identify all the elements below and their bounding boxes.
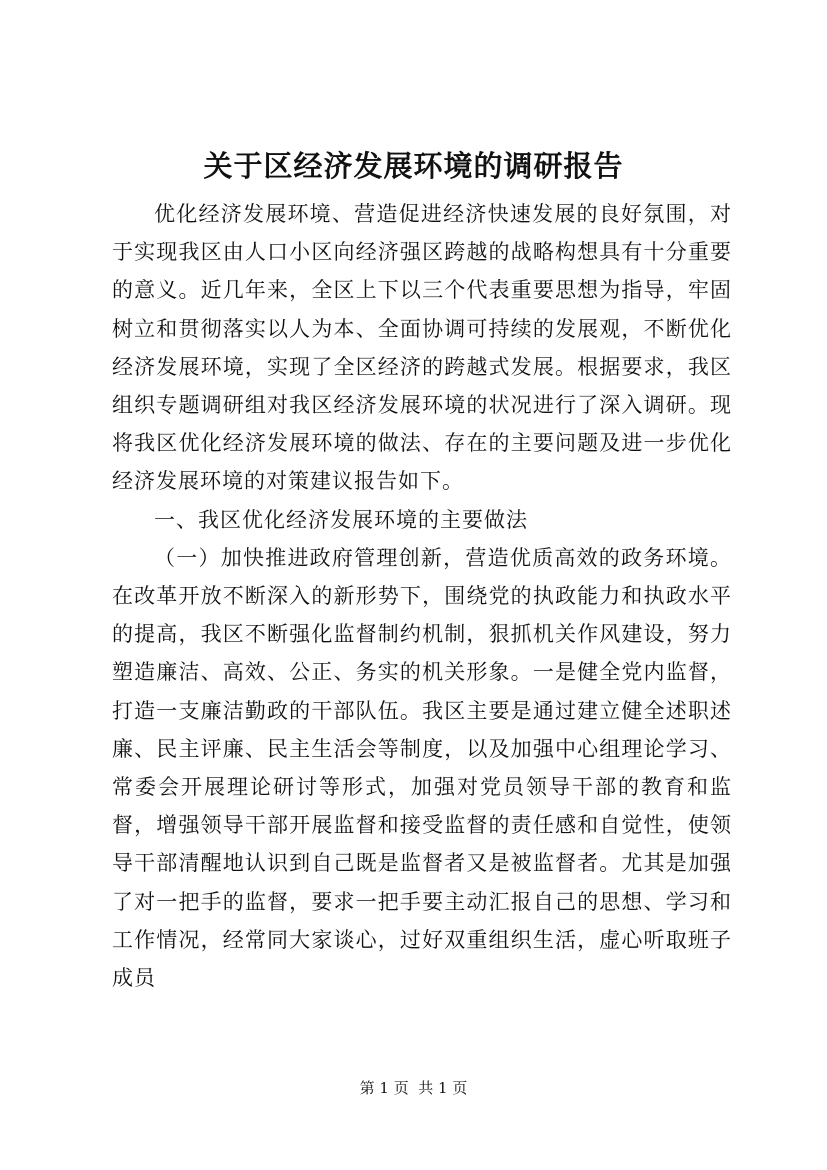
paragraph-section-1-1: （一）加快推进政府管理创新，营造优质高效的政务环境。在改革开放不断深入的新形势下，围绕党的执政能力和执政水平的提高，我区不断强化监督制约机制，狠抓机关作风建设，努力塑造廉洁、高效、公正、务实的机关形象。一是健全党内监督，打造一支廉洁勤政的干部队伍。我区主要是通过建立健全述职述廉、民主评廉、民主生活会等制度，以及加强中心组理论学习、常委会开展理论研讨等形式，加强对党员领导干部的教育和监督，增强领导干部开展监督和接受监督的责任感和自觉性，使领导干部清醒地认识到自己既是监督者又是被监督者。尤其是加强了对一把手的监督，要求一把手要主动汇报自己的思想、学习和工作情况，经常同大家谈心，过好双重组织生活，虚心听取班子成员: [112, 545, 732, 991]
paragraph-intro: 优化经济发展环境、营造促进经济快速发展的良好氛围，对于实现我区由人口小区向经济强区跨越的战略构想具有十分重要的意义。近几年来，全区上下以三个代表重要思想为指导，牢固树立和贯彻落实以人为本、全面协调可持续的发展观，不断优化经济发展环境，实现了全区经济的跨越式发展。根据要求，我区组织专题调研组对我区经济发展环境的状况进行了深入调研。现将我区优化经济发展环境的做法、存在的主要问题及进一步优化经济发展环境的对策建议报告如下。: [112, 202, 732, 494]
section-heading-1: 一、我区优化经济发展环境的主要做法: [154, 507, 528, 532]
document-title: 关于区经济发展环境的调研报告: [203, 149, 624, 183]
page-footer: 第 1 页 共 1 页: [359, 1079, 468, 1097]
document-body: [112, 195, 732, 997]
